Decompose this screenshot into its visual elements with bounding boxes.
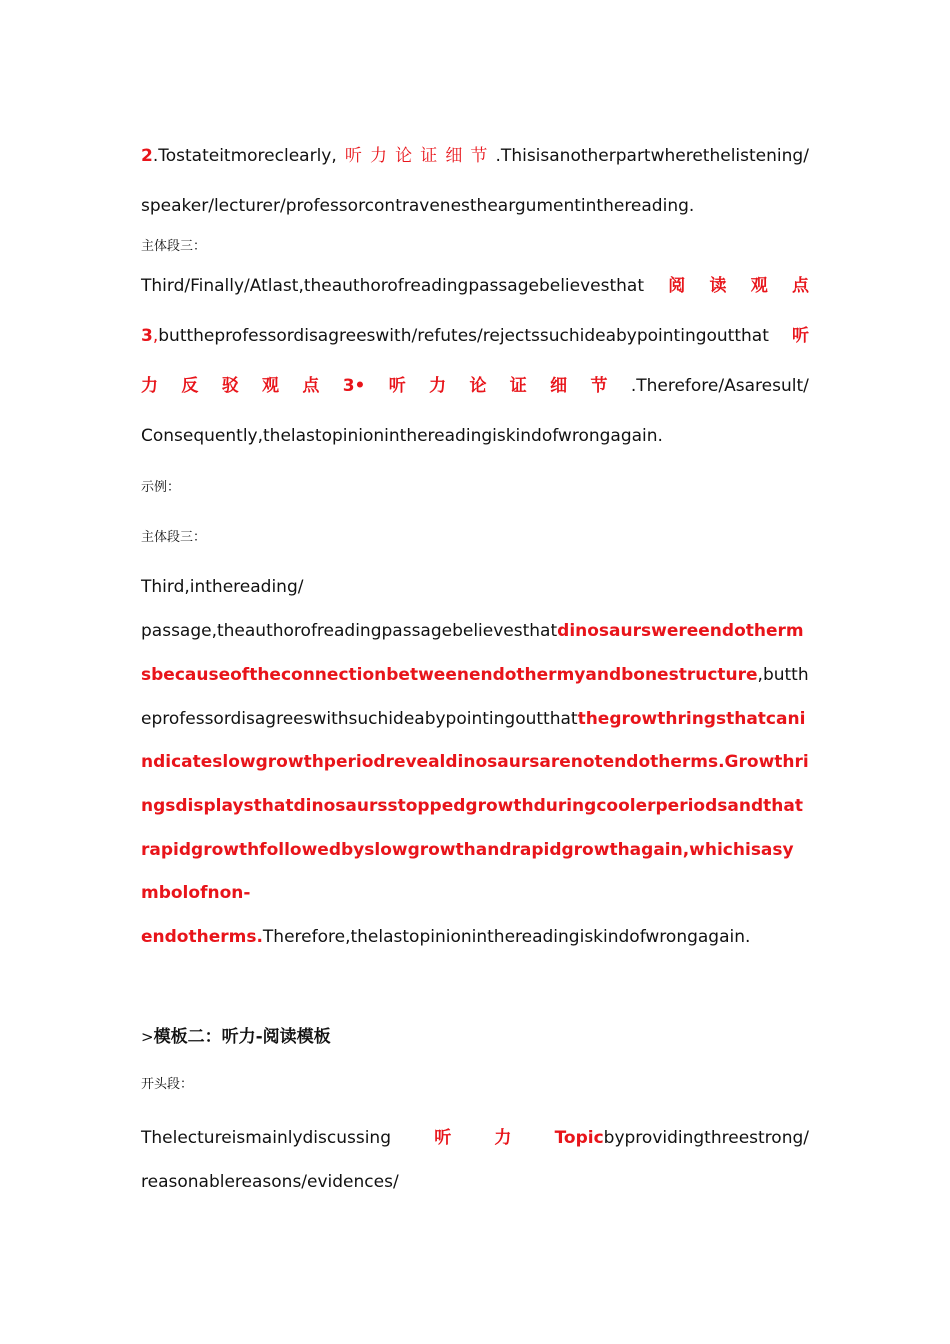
red-word: 听 xyxy=(344,146,362,166)
red-word: 观 xyxy=(750,276,768,296)
red-word: 读 xyxy=(709,276,727,296)
template-line-2: speaker/lecturer/professorcontravenestheargumentinthereading. xyxy=(141,196,695,216)
red-word: 力 xyxy=(141,376,158,396)
example-line-8: mbolofnon- xyxy=(141,883,251,903)
red-word: 力 xyxy=(494,1128,512,1148)
item-number: 3 xyxy=(141,326,153,346)
red-word: 论 xyxy=(469,376,487,396)
red-word: 节 xyxy=(590,376,608,396)
red-word: 证 xyxy=(420,146,438,166)
red-word: 节 xyxy=(470,146,488,166)
example-line-7: rapidgrowthfollowedbyslowgrowthandrapidgrowthagain,whichisasy xyxy=(141,840,794,860)
line-text: Thelectureismainlydiscussing xyxy=(141,1128,391,1148)
opening-line-2: reasonablereasons/evidences/ xyxy=(141,1172,399,1192)
template-line-1 xyxy=(141,145,809,167)
line-1-end xyxy=(555,1127,809,1149)
red-word: 论 xyxy=(395,146,413,166)
template-line-5 xyxy=(141,375,809,397)
example-line-6: ngsdisplaysthatdinosaursstoppedgrowthduringcoolerperiodsandthat xyxy=(141,796,803,816)
example-line-4 xyxy=(141,708,809,730)
opening-heading: 开头段： xyxy=(141,1077,194,1092)
template-2-title xyxy=(141,1026,809,1048)
example-line-9 xyxy=(141,926,809,948)
example-line-5: ndicateslowgrowthperiodrevealdinosaursarenotendotherms.Growthri xyxy=(141,752,809,772)
red-word: 驳 xyxy=(221,376,239,396)
red-word: 听 xyxy=(792,326,809,346)
red-text: sbecauseoftheconnectionbetweenendothermyandbonestructure xyxy=(141,665,758,685)
template-line-3 xyxy=(141,275,809,297)
red-word: 听 xyxy=(388,376,406,396)
line-text: eprofessordisagreeswithsuchideabypointingoutthat xyxy=(141,709,578,729)
red-word: 反 xyxy=(181,376,199,396)
red-text: thegrowthringsthatcani xyxy=(577,709,806,729)
item-number: 2 xyxy=(141,146,153,166)
line-text: ,butth xyxy=(757,665,809,685)
red-word: 力 xyxy=(369,146,387,166)
red-word: 细 xyxy=(550,376,568,396)
template-line-6: Consequently,thelastopinioninthereadingiskindofwrongagain. xyxy=(141,426,663,446)
red-word: 3• xyxy=(342,376,366,396)
title-marker: > xyxy=(141,1028,154,1046)
title-text: 模板二：听力-阅读模板 xyxy=(153,1027,331,1047)
red-word: 听 xyxy=(434,1128,452,1148)
line-text: passage,theauthorofreadingpassagebelievesthat xyxy=(141,621,558,641)
red-word: 阅 xyxy=(668,276,686,296)
template-line-4 xyxy=(141,325,809,347)
example-line-3 xyxy=(141,664,809,686)
line-text: buttheprofessordisagreeswith/refutes/rejectssuchideabypointingoutthat xyxy=(158,326,769,346)
line-text: .Thisisanotherpartwherethelistening/ xyxy=(495,146,809,166)
red-word: Topic xyxy=(554,1128,604,1148)
red-comma: , xyxy=(152,326,159,346)
red-word: 力 xyxy=(429,376,447,396)
section-heading: 主体段三： xyxy=(141,239,207,254)
example-line-2 xyxy=(141,620,809,642)
red-word: 点 xyxy=(302,376,320,396)
line-text: byprovidingthreestrong/ xyxy=(603,1128,809,1148)
line-text: Third/Finally/Atlast,theauthorofreadingpassagebelievesthat xyxy=(141,276,644,296)
line-text: Therefore,thelastopinioninthereadingiskindofwrongagain. xyxy=(262,927,751,947)
red-text: dinosaurswereendotherm xyxy=(557,621,804,641)
red-word: 观 xyxy=(262,376,280,396)
line-text: .Tostateitmoreclearly, xyxy=(152,146,337,166)
line-4-start xyxy=(141,325,769,347)
red-word: 点 xyxy=(792,276,809,296)
red-word: 证 xyxy=(509,376,527,396)
line-1-start xyxy=(141,145,337,167)
example-line-1: Third,inthereading/ xyxy=(141,577,304,597)
opening-line-1 xyxy=(141,1127,809,1149)
red-word: 细 xyxy=(445,146,463,166)
red-text: endotherms. xyxy=(141,927,263,947)
line-text: .Therefore/Asaresult/ xyxy=(630,376,809,396)
example-label: 示例： xyxy=(141,480,181,495)
example-heading: 主体段三： xyxy=(141,530,207,545)
